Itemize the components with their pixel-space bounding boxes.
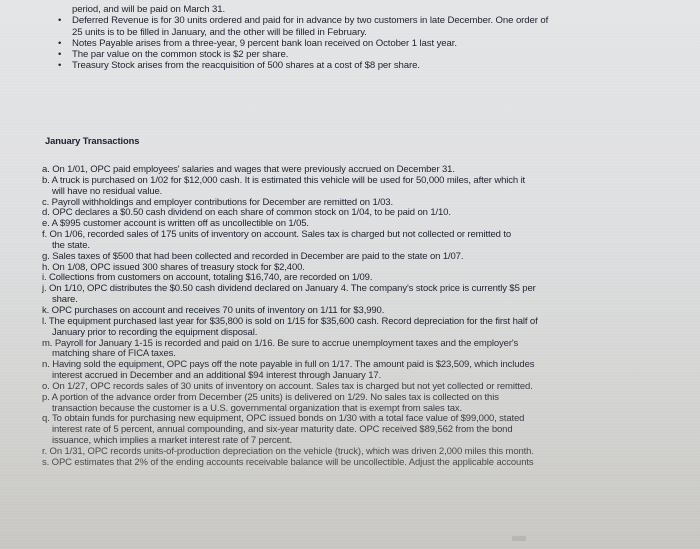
bullet-icon: • <box>58 15 62 27</box>
transaction-line: transaction because the customer is a U.S. governmental organization that is exempt from sales tax. <box>52 402 463 414</box>
transaction-line: g. Sales taxes of $500 that had been collected and recorded in December are paid to the state on 1/07. <box>42 250 464 262</box>
transaction-g <box>42 252 662 263</box>
transaction-line: k. OPC purchases on account and receives 70 units of inventory on 1/11 for $3,990. <box>42 304 385 316</box>
transaction-line: m. Payroll for January 1-15 is recorded and paid on 1/16. Be sure to accrue unemployment taxes and the employer's <box>42 337 519 349</box>
note-par-value <box>58 49 678 60</box>
transaction-line: January prior to recording the equipment disposal. <box>52 326 258 338</box>
note-treasury-stock <box>58 60 678 71</box>
transaction-line: the state. <box>52 239 90 251</box>
transaction-line: n. Having sold the equipment, OPC pays off the note payable in full on 1/17. The amount paid is $23,509, which includes <box>42 359 535 371</box>
transaction-line: i. Collections from customers on account, totaling $16,740, are recorded on 1/09. <box>42 272 373 284</box>
transaction-p <box>42 393 662 415</box>
transaction-f <box>42 230 662 252</box>
transaction-s <box>42 458 662 469</box>
bullet-icon: • <box>58 60 62 72</box>
transaction-j <box>42 284 662 306</box>
intro-notes <box>58 4 678 72</box>
transaction-line: a. On 1/01, OPC paid employees' salaries and wages that were previously accrued on December 31. <box>42 164 455 175</box>
bullet-icon: • <box>58 49 62 61</box>
transaction-m <box>42 339 662 361</box>
transaction-line: s. OPC estimates that 2% of the ending accounts receivable balance will be uncollectible. Adjust the applicable accounts <box>42 456 534 468</box>
transaction-line: l. The equipment purchased last year for $35,800 is sold on 1/15 for $35,600 cash. Record depreciation for the first half of <box>42 315 538 327</box>
transaction-line: share. <box>52 294 78 306</box>
transaction-line: c. Payroll withholdings and employer contributions for December are remitted on 1/03. <box>42 196 393 208</box>
transaction-line: p. A portion of the advance order from December (25 units) is delivered on 1/29. No sales tax is collected on this <box>42 391 499 403</box>
section-title: January Transactions <box>45 135 140 146</box>
transaction-line: h. On 1/08, OPC issued 300 shares of treasury stock for $2,400. <box>42 261 305 273</box>
intro-continuation: period, and will be paid on March 31. <box>72 4 226 15</box>
note-line: The par value on the common stock is $2 per share. <box>72 49 289 61</box>
note-line: 25 units is to be filled in January, and the other will be filled in February. <box>72 26 367 38</box>
transaction-line: q. To obtain funds for purchasing new equipment, OPC issued bonds on 1/30 with a total face value of $99,000, stated <box>42 413 525 425</box>
transaction-b <box>42 176 662 198</box>
transaction-l <box>42 317 662 339</box>
transaction-n <box>42 360 662 382</box>
transaction-line: o. On 1/27, OPC records sales of 30 units of inventory on account. Sales tax is charged but not yet collected or remitted. <box>42 380 533 392</box>
transaction-line: will have no residual value. <box>52 185 163 197</box>
transaction-line: r. On 1/31, OPC records units-of-production depreciation on the vehicle (truck), which was driven 2,000 miles this month. <box>42 445 534 457</box>
bullet-icon: • <box>58 37 62 49</box>
note-line: Treasury Stock arises from the reacquisition of 500 shares at a cost of $8 per share. <box>72 60 420 72</box>
transaction-line: e. A $995 customer account is written off as uncollectible on 1/05. <box>42 218 309 230</box>
transaction-q <box>42 414 662 447</box>
page-marker <box>512 536 526 541</box>
transaction-line: interest accrued in December and an additional $94 interest through January 17. <box>52 370 382 382</box>
transaction-line: j. On 1/10, OPC distributes the $0.50 cash dividend declared on January 4. The company's stock price is currently $5 per <box>42 283 536 295</box>
transaction-line: matching share of FICA taxes. <box>52 348 176 360</box>
note-line: Notes Payable arises from a three-year, 9 percent bank loan received on October 1 last year. <box>72 37 457 49</box>
note-deferred-revenue <box>58 15 678 38</box>
transaction-line: d. OPC declares a $0.50 cash dividend on each share of common stock on 1/04, to be paid on 1/10. <box>42 207 451 219</box>
transaction-line: issuance, which implies a market interest rate of 7 percent. <box>52 435 292 447</box>
transaction-line: interest rate of 5 percent, annual compounding, and six-year maturity date. OPC received $89,562 from the bond <box>52 424 513 436</box>
transaction-line: b. A truck is purchased on 1/02 for $12,000 cash. It is estimated this vehicle will be used for 50,000 miles, after which it <box>42 174 526 186</box>
note-line: Deferred Revenue is for 30 units ordered and paid for in advance by two customers in late December. One order of <box>72 15 549 27</box>
transaction-line: f. On 1/06, recorded sales of 175 units of inventory on account. Sales tax is charged but not collected or remitted to <box>42 229 512 241</box>
transaction-list <box>42 165 662 469</box>
note-notes-payable <box>58 38 678 49</box>
